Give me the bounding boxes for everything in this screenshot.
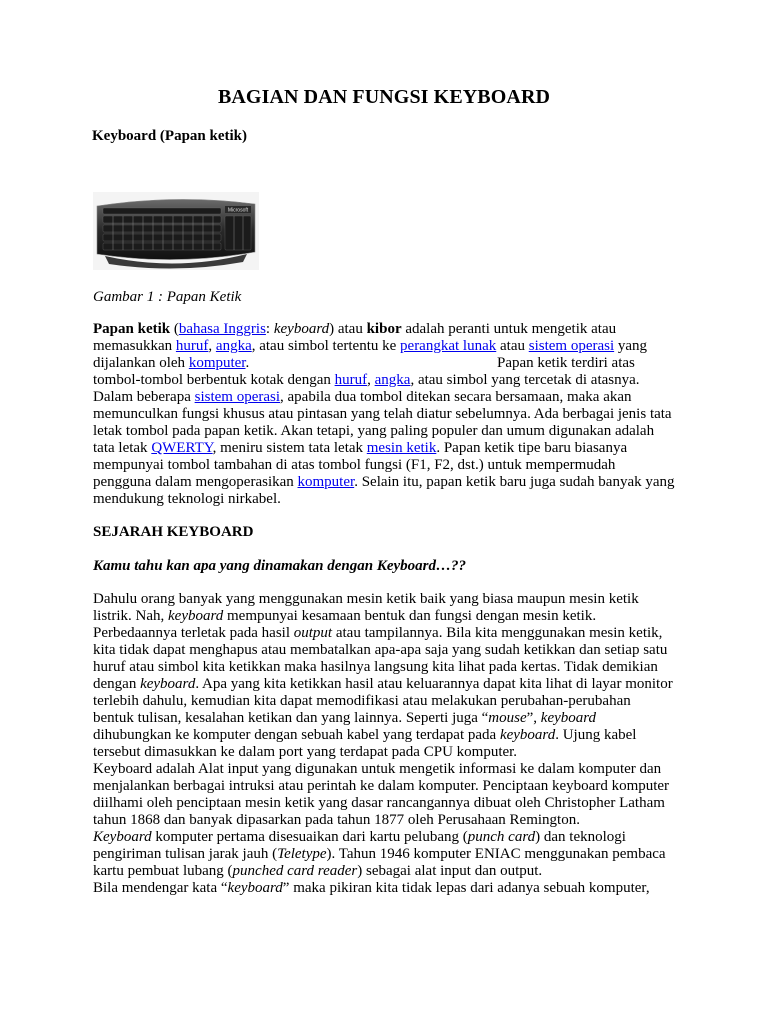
- link-angka-2[interactable]: angka: [374, 372, 411, 388]
- text: yang dijalankan oleh: [93, 338, 648, 371]
- text: ) atau: [329, 321, 367, 337]
- paragraph-intro: [93, 321, 675, 508]
- text: ”,: [526, 710, 541, 726]
- text: , apabila dua tombol ditekan secara bersamaan, maka akan memunculkan fungsi khusus atau pintasan yang telah diatur sebelumnya. Ada berbagai jenis tata letak tombol pada papan ketik. Akan tetapi, yang paling populer dan umum digunakan adalah tata letak: [93, 389, 672, 456]
- text: komputer pertama disesuaikan dari kartu pelubang (: [151, 829, 468, 845]
- text: . Apa yang kita ketikkan hasil atau keluarannya dapat kita lihat di layar monitor terlebih dahulu, kemudian kita dapat memodifikasi atau melakukan perubahan-perubahan bentuk tulisan, kesalahan ketikan dan yang lainnya. Seperti juga “: [93, 676, 673, 726]
- term-mouse: mouse: [488, 710, 527, 726]
- text: ) sebagai alat input dan output.: [357, 863, 543, 879]
- term-papan-ketik: Papan ketik: [93, 321, 171, 337]
- keyboard-photo: [93, 192, 259, 270]
- link-qwerty[interactable]: QWERTY: [151, 440, 213, 456]
- term-keyboard: keyboard: [140, 676, 196, 692]
- term-keyboard: keyboard: [168, 608, 224, 624]
- term-output: output: [293, 625, 333, 641]
- page-title: BAGIAN DAN FUNGSI KEYBOARD: [217, 86, 551, 108]
- text: atau: [496, 338, 529, 354]
- text: adalah peranti untuk mengetik atau memasukkan: [93, 321, 617, 354]
- term-kibor: kibor: [366, 321, 402, 337]
- link-komputer[interactable]: komputer: [188, 355, 246, 371]
- term-teletype: Teletype: [277, 846, 327, 862]
- link-angka[interactable]: angka: [215, 338, 252, 354]
- term-punch-card: punch card: [467, 829, 536, 845]
- text: Papan ketik terdiri atas tombol-tombol berbentuk kotak dengan: [93, 355, 635, 388]
- link-sistem-operasi-2[interactable]: sistem operasi: [194, 389, 281, 405]
- section-subtitle: Keyboard (Papan ketik): [92, 128, 248, 144]
- link-sistem-operasi[interactable]: sistem operasi: [528, 338, 615, 354]
- term-keyboard: keyboard: [273, 321, 330, 337]
- link-perangkat-lunak[interactable]: perangkat lunak: [400, 338, 497, 354]
- brand-logo: Microsoft: [227, 207, 249, 214]
- link-huruf[interactable]: huruf: [175, 338, 209, 354]
- text: , meniru sistem tata letak: [212, 440, 367, 456]
- term-keyboard: Keyboard: [93, 829, 152, 845]
- figure-caption: Gambar 1 : Papan Ketik: [93, 289, 242, 305]
- text: . Selain itu, papan ketik baru juga sudah banyak yang mendukung teknologi nirkabel.: [93, 474, 675, 507]
- question-text: Kamu tahu kan apa yang dinamakan dengan Keyboard…??: [93, 558, 466, 574]
- text: ). Tahun 1946 komputer ENIAC menggunakan pembaca kartu pembuat lubang (: [93, 846, 666, 879]
- term-keyboard: keyboard: [227, 880, 283, 896]
- term-keyboard: keyboard: [499, 727, 556, 743]
- term-keyboard: keyboard: [540, 710, 597, 726]
- paragraph-history: [93, 591, 675, 897]
- text: ” maka pikiran kita tidak lepas dari adanya sebuah komputer,: [282, 880, 650, 896]
- link-bahasa-inggris[interactable]: bahasa Inggris: [178, 321, 266, 337]
- text: Bila mendengar kata “: [93, 880, 228, 896]
- text: Dahulu orang banyak yang menggunakan mesin ketik baik yang biasa maupun mesin ketik listrik. Nah,: [93, 591, 639, 624]
- text: .: [245, 355, 250, 371]
- text: mempunyai kesamaan bentuk dan fungsi dengan mesin ketik. Perbedaannya terletak pada hasil: [93, 608, 597, 641]
- text: , atau simbol tertentu ke: [251, 338, 401, 354]
- text: :: [265, 321, 274, 337]
- section-heading: SEJARAH KEYBOARD: [93, 524, 254, 540]
- link-komputer-2[interactable]: komputer: [297, 474, 355, 490]
- link-mesin-ketik[interactable]: mesin ketik: [366, 440, 437, 456]
- text: . Papan ketik tipe baru biasanya mempunyai tombol tambahan di atas tombol fungsi (F1, F2, dst.) untuk mempermudah pengguna dalam mengoperasikan: [93, 440, 628, 490]
- text: , atau simbol yang tercetak di atasnya. Dalam beberapa: [93, 372, 640, 405]
- term-punched-card-reader: punched card reader: [232, 863, 358, 879]
- text: atau tampilannya. Bila kita menggunakan mesin ketik, kita tidak dapat menghapus atau membatalkan apa-apa saja yang sudah ketikkan dan setiap satu huruf atau simbol kita ketikkan maka hasilnya langsung kita lihat pada kertas. Tidak demikian dengan: [93, 625, 668, 692]
- text: ) dan teknologi pengiriman tulisan jarak jauh (: [93, 829, 626, 862]
- text: dihubungkan ke komputer dengan sebuah kabel yang terdapat pada: [93, 727, 500, 743]
- text: ,: [367, 372, 375, 388]
- text: ,: [208, 338, 216, 354]
- text: (: [170, 321, 179, 337]
- text: . Ujung kabel tersebut dimasukkan ke dalam port yang terdapat pada CPU komputer.: [93, 727, 637, 760]
- link-huruf-2[interactable]: huruf: [334, 372, 368, 388]
- text: Keyboard adalah Alat input yang digunakan untuk mengetik informasi ke dalam komputer dan menjalankan berbagai intruksi atau perintah ke dalam komputer. Penciptaan keyboard komputer diilhami oleh penciptaan mesin ketik yang dasar rancangannya dibuat oleh Christopher Latham tahun 1868 dan banyak dipasarkan pada tahun 1877 oleh Perusahaan Remington.: [93, 761, 670, 828]
